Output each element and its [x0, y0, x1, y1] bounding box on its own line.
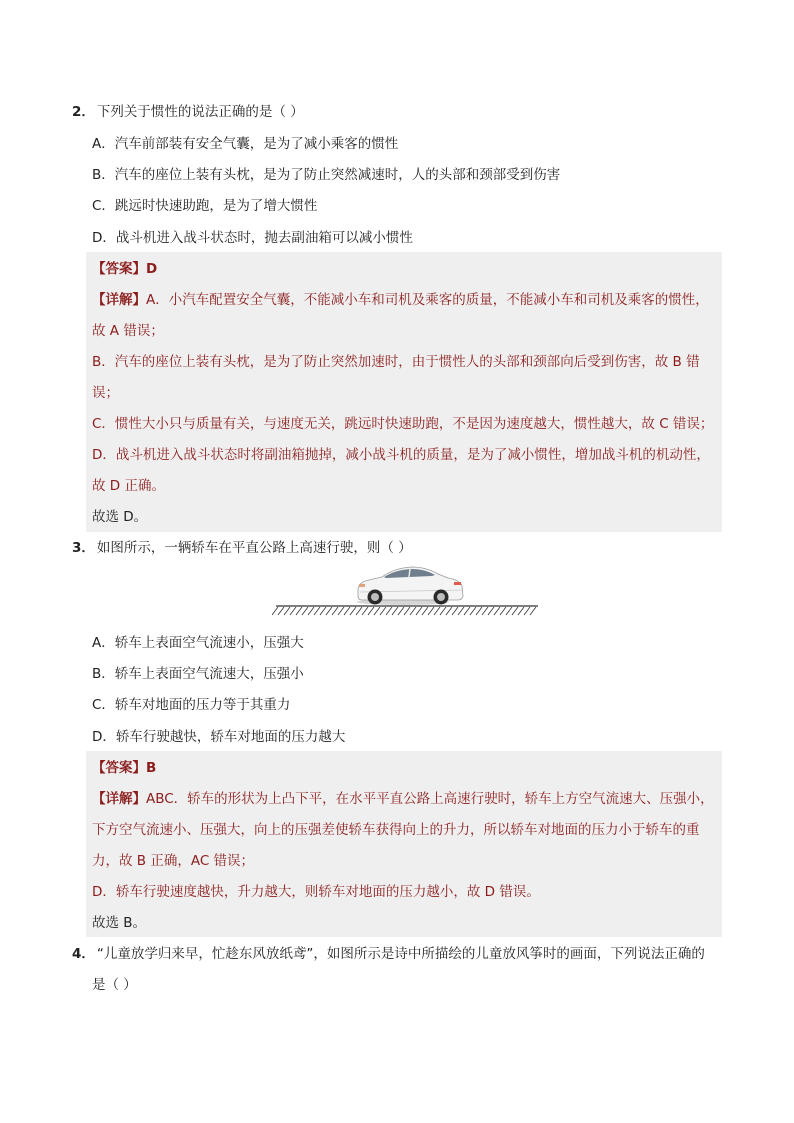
q2-detail-line-6: D．战斗机进入战斗状态时将副油箱抛掉，减小战斗机的质量，是为了减小惯性，增加战斗机的机动性，: [92, 447, 710, 463]
q3-option-a: A．轿车上表面空气流速小，压强大: [92, 635, 304, 651]
q2-number: 2．: [72, 104, 95, 120]
q2-answer-tag: 【答案】: [92, 261, 146, 277]
q3-detail-line-3: 力，故 B 正确，AC 错误；: [92, 853, 255, 869]
q2-detail-line-3: B．汽车的座位上装有头枕，是为了防止突然加速时，由于惯性人的头部和颈部向后受到伤害，故 B 错: [92, 354, 700, 370]
q3-answer-value: B: [146, 760, 157, 776]
q4-stem-line-1: “儿童放学归来早，忙趁东风放纸鸢”，如图所示是诗中所描绘的儿童放风筝时的画面，下列说法正确的: [96, 946, 705, 962]
q2-answer-value: D: [146, 261, 158, 277]
q3-option-d: D．轿车行驶越快，轿车对地面的压力越大: [92, 729, 346, 745]
q3-conclusion: 故选 B。: [92, 915, 147, 931]
q2-stem: [72, 97, 732, 128]
q4-number: 4．: [72, 946, 95, 962]
q2-detail-text-1: A．小汽车配置安全气囊，不能减小车和司机及乘客的质量，不能减小车和司机及乘客的惯性，: [146, 292, 709, 308]
q3-detail-line-1: [92, 784, 716, 815]
q2-detail-line-7: 故 D 正确。: [92, 478, 165, 494]
q2-detail-tag: 【详解】: [92, 292, 146, 308]
car-on-road-figure: [272, 562, 542, 626]
q2-option-a: A．汽车前部装有安全气囊，是为了减小乘客的惯性: [92, 136, 399, 152]
q4-stem-continued: 是（ ）: [92, 977, 137, 993]
q2-stem-text: 下列关于惯性的说法正确的是（ ）: [96, 104, 304, 120]
q2-detail-line-4: 误；: [92, 385, 119, 401]
road-surface: [272, 606, 538, 615]
q2-option-c: C．跳远时快速助跑，是为了增大惯性: [92, 198, 318, 214]
q3-answer-line: [92, 753, 716, 784]
q3-stem-text: 如图所示，一辆轿车在平直公路上高速行驶，则（ ）: [96, 540, 412, 556]
q3-answer-box: [86, 751, 722, 937]
car-icon: [357, 567, 463, 605]
q3-option-c: C．轿车对地面的压力等于其重力: [92, 697, 291, 713]
q2-detail-line-1: [92, 285, 716, 316]
q4-stem: [72, 939, 732, 970]
q2-detail-line-5: C．惯性大小只与质量有关，与速度无关，跳远时快速助跑，不是因为速度越大，惯性越大，故 C 错误；: [92, 416, 714, 432]
q3-detail-text-1: ABC．轿车的形状为上凸下平，在水平平直公路上高速行驶时，轿车上方空气流速大、压强小，: [146, 791, 714, 807]
q2-answer-box: [86, 252, 722, 532]
q3-number: 3．: [72, 540, 95, 556]
q2-option-b: B．汽车的座位上装有头枕，是为了防止突然减速时，人的头部和颈部受到伤害: [92, 167, 561, 183]
q2-detail-line-2: 故 A 错误；: [92, 323, 164, 339]
q3-stem: [72, 533, 732, 564]
q3-option-b: B．轿车上表面空气流速大，压强小: [92, 666, 304, 682]
q2-option-d: D．战斗机进入战斗状态时，抛去副油箱可以减小惯性: [92, 230, 413, 246]
q2-conclusion: 故选 D。: [92, 509, 148, 525]
q2-answer-line: [92, 254, 716, 285]
q3-detail-line-4: D．轿车行驶速度越快，升力越大，则轿车对地面的压力越小，故 D 错误。: [92, 884, 540, 900]
q3-detail-tag: 【详解】: [92, 791, 146, 807]
q3-answer-tag: 【答案】: [92, 760, 146, 776]
q3-detail-line-2: 下方空气流速小、压强大，向上的压强差使轿车获得向上的升力，所以轿车对地面的压力小于轿车的重: [92, 822, 700, 838]
